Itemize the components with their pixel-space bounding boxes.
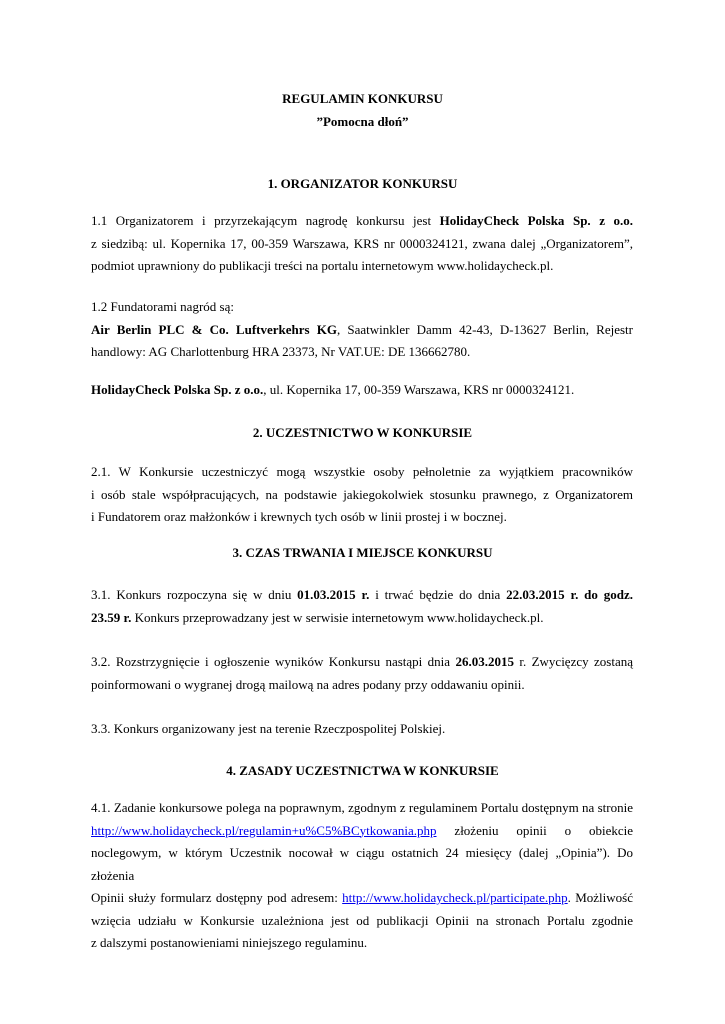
paragraph-1-2-intro: 1.2 Fundatorami nagród są: xyxy=(91,299,234,314)
paragraph-4-1-line-3: noclegowym, w którym Uczestnik nocował w ciągu ostatnich 24 miesięcy (dalej „Opinia”). Do złożenia xyxy=(91,845,633,883)
regulations-link[interactable]: http://www.holidaycheck.pl/regulamin+u%C5%BCytkowania.php xyxy=(91,822,437,838)
paragraph-2-1-line-3: i Fundatorem oraz małżonków i krewnych tych osób w linii prostej i w bocznej. xyxy=(91,509,507,524)
results-date: 26.03.2015 xyxy=(455,654,514,669)
paragraph-4-1-line-1: 4.1. Zadanie konkursowe polega na poprawnym, zgodnym z regulaminem Portalu dostępnym na stronie xyxy=(91,800,633,815)
paragraph-2-1 xyxy=(91,461,633,529)
participate-link[interactable]: http://www.holidaycheck.pl/participate.php xyxy=(342,890,568,905)
section-1-heading: 1. ORGANIZATOR KONKURSU xyxy=(267,176,458,191)
section-3-heading: 3. CZAS TRWANIA I MIEJSCE KONKURSU xyxy=(232,545,493,560)
section-2-heading: 2. UCZESTNICTWO W KONKURSIE xyxy=(252,425,473,440)
funder-name-airberlin: Air Berlin PLC & Co. Luftverkehrs KG xyxy=(91,321,337,337)
document-subtitle: ”Pomocna dłoń” xyxy=(316,114,409,129)
paragraph-1-1-line-2: z siedzibą: ul. Kopernika 17, 00-359 Warszawa, KRS nr 0000324121, zwana dalej „Organizatorem”, xyxy=(91,235,633,251)
paragraph-1-2 xyxy=(91,296,633,364)
paragraph-4-1-line-2: http://www.holidaycheck.pl/regulamin+u%C5%BCytkowania.php złożeniu opinii o obiekcie xyxy=(91,822,634,838)
paragraph-1-1 xyxy=(91,210,633,278)
paragraph-1-2-line-3: handlowy: AG Charlottenburg HRA 23373, Nr VAT.UE: DE 136662780. xyxy=(91,344,471,359)
paragraph-3-2-line-2: poinformowani o wygranej drogą mailową na adres podany przy oddawaniu opinii. xyxy=(91,676,525,692)
paragraph-3-3: 3.3. Konkurs organizowany jest na terenie Rzeczpospolitej Polskiej. xyxy=(91,721,446,736)
paragraph-3-1-line-1: 3.1. Konkurs rozpoczyna się w dniu 01.03.2015 r. i trwać będzie do dnia 22.03.2015 r. do godz. xyxy=(91,587,633,602)
paragraph-4-1-line-4: Opinii służy formularz dostępny pod adresem: http://www.holidaycheck.pl/participate.php. Możliwość xyxy=(91,890,634,905)
end-time: 23.59 r. xyxy=(91,609,132,625)
start-date: 01.03.2015 r. xyxy=(297,587,370,602)
paragraph-1-2-line-2: Air Berlin PLC & Co. Luftverkehrs KG, Saatwinkler Damm 42-43, D-13627 Berlin, Rejestr xyxy=(91,321,633,337)
paragraph-1-1-line-3: podmiot uprawniony do publikacji treści na portalu internetowym www.holidaycheck.pl. xyxy=(91,258,554,273)
end-date: 22.03.2015 r. do godz. xyxy=(506,587,633,602)
section-4-heading: 4. ZASADY UCZESTNICTWA W KONKURSIE xyxy=(226,763,499,778)
paragraph-4-1 xyxy=(91,797,633,955)
document-title: REGULAMIN KONKURSU xyxy=(282,91,443,106)
paragraph-1-3: HolidayCheck Polska Sp. z o.o., ul. Kopernika 17, 00-359 Warszawa, KRS nr 0000324121. xyxy=(91,382,575,397)
paragraph-2-1-line-2: i osób stale współpracujących, na podstawie jakiegokolwiek stosunku prawnego, z Organizatorem xyxy=(91,486,633,502)
paragraph-4-1-line-6: z dalszymi postanowieniami niniejszego regulaminu. xyxy=(91,935,368,950)
paragraph-3-1 xyxy=(91,584,633,629)
funder-name-holidaycheck: HolidayCheck Polska Sp. z o.o. xyxy=(91,382,264,397)
paragraph-4-1-line-5: wzięcia udziału w Konkursie uzależniona jest od publikacji Opinii na stronach Portalu zgodnie xyxy=(91,912,633,928)
paragraph-3-2-line-1: 3.2. Rozstrzygnięcie i ogłoszenie wyników Konkursu nastąpi dnia 26.03.2015 r. Zwycięzcy zostaną xyxy=(91,654,633,669)
paragraph-3-2 xyxy=(91,651,633,696)
paragraph-1-1-line-1: 1.1 Organizatorem i przyrzekającym nagrodę konkursu jest HolidayCheck Polska Sp. z o.o. xyxy=(91,213,633,228)
paragraph-3-1-line-2: 23.59 r. Konkurs przeprowadzany jest w serwisie internetowym www.holidaycheck.pl. xyxy=(91,609,544,625)
paragraph-2-1-line-1: 2.1. W Konkursie uczestniczyć mogą wszystkie osoby pełnoletnie za wyjątkiem pracowników xyxy=(91,464,633,479)
organizer-name: HolidayCheck Polska Sp. z o.o. xyxy=(439,213,633,228)
